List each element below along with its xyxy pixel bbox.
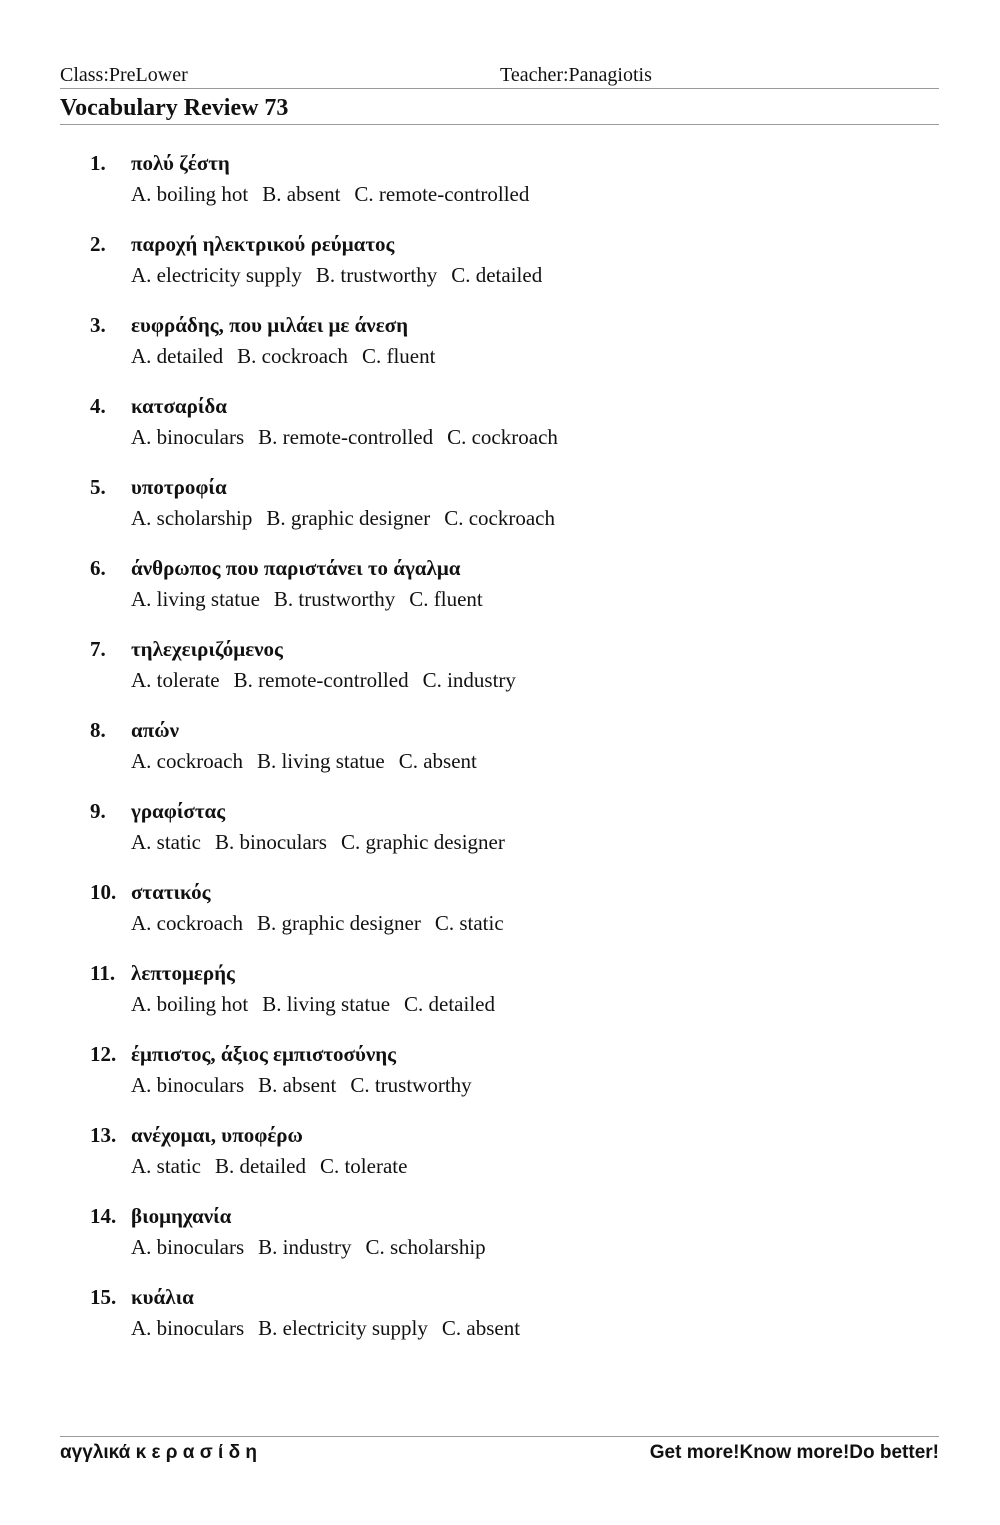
question-prompt: στατικός: [131, 880, 211, 904]
answer-option[interactable]: B. graphic designer: [256, 911, 421, 935]
answer-option[interactable]: A. static: [131, 830, 201, 854]
answer-option[interactable]: B. absent: [262, 182, 341, 206]
question-number: 12.: [90, 1042, 117, 1066]
answer-option[interactable]: B. detailed: [214, 1154, 306, 1178]
answer-option[interactable]: C. detailed: [404, 992, 495, 1016]
answer-option[interactable]: B. living statue: [262, 992, 391, 1016]
answer-option[interactable]: A. binoculars: [131, 425, 245, 449]
question-item: [90, 391, 930, 472]
question-prompt: τηλεχειριζόμενος: [131, 637, 283, 661]
answer-options: [131, 908, 518, 938]
answer-option[interactable]: A. binoculars: [131, 1316, 245, 1340]
question-prompt: υποτροφία: [131, 475, 227, 499]
answer-option[interactable]: C. detailed: [451, 263, 543, 287]
teacher-label: Teacher:Panagiotis: [500, 64, 652, 86]
answer-option[interactable]: C. graphic designer: [340, 830, 505, 854]
answer-option[interactable]: B. trustworthy: [273, 587, 396, 611]
question-item: [90, 1282, 930, 1363]
question-prompt: κυάλια: [131, 1285, 194, 1309]
answer-option[interactable]: B. electricity supply: [258, 1316, 428, 1340]
question-prompt: ευφράδης, που μιλάει με άνεση: [131, 313, 409, 337]
question-prompt: παροχή ηλεκτρικού ρεύματος: [131, 232, 395, 256]
answer-option[interactable]: C. absent: [441, 1316, 521, 1340]
answer-options: [131, 1070, 486, 1100]
answer-option[interactable]: C. remote-controlled: [354, 182, 530, 206]
question-item: [90, 553, 930, 634]
answer-option[interactable]: C. static: [434, 911, 504, 935]
answer-options: [131, 665, 530, 695]
answer-option[interactable]: A. static: [131, 1154, 201, 1178]
answer-option[interactable]: A. detailed: [131, 344, 224, 368]
header-row: [60, 62, 939, 89]
answer-option[interactable]: A. binoculars: [131, 1073, 245, 1097]
question-item: [90, 148, 930, 229]
question-prompt: λεπτομερής: [131, 961, 235, 985]
question-item: [90, 877, 930, 958]
answer-option[interactable]: B. remote-controlled: [258, 425, 434, 449]
question-prompt: βιομηχανία: [131, 1204, 232, 1228]
answer-option[interactable]: A. scholarship: [131, 506, 253, 530]
question-number: 3.: [90, 313, 106, 337]
answer-options: [131, 179, 543, 209]
title-row: [60, 93, 939, 125]
answer-option[interactable]: A. cockroach: [131, 911, 243, 935]
answer-option[interactable]: C. tolerate: [319, 1154, 408, 1178]
answer-option[interactable]: C. industry: [422, 668, 516, 692]
answer-option[interactable]: A. boiling hot: [131, 182, 249, 206]
question-item: [90, 715, 930, 796]
question-item: [90, 1201, 930, 1282]
question-item: [90, 1120, 930, 1201]
answer-option[interactable]: C. cockroach: [444, 506, 555, 530]
answer-option[interactable]: C. fluent: [361, 344, 436, 368]
question-number: 15.: [90, 1285, 117, 1309]
answer-option[interactable]: C. scholarship: [365, 1235, 486, 1259]
question-number: 4.: [90, 394, 106, 418]
page-title: Vocabulary Review 73: [60, 95, 289, 121]
question-item: [90, 634, 930, 715]
answer-option[interactable]: B. living statue: [256, 749, 385, 773]
question-item: [90, 1039, 930, 1120]
question-number: 8.: [90, 718, 106, 742]
answer-options: [131, 746, 491, 776]
answer-options: [131, 1232, 500, 1262]
answer-option[interactable]: A. living statue: [131, 587, 260, 611]
answer-option[interactable]: B. industry: [258, 1235, 352, 1259]
answer-options: [131, 1313, 534, 1343]
answer-option[interactable]: A. electricity supply: [131, 263, 302, 287]
answer-option[interactable]: A. tolerate: [131, 668, 220, 692]
footer-divider: [60, 1436, 939, 1437]
class-label: Class:PreLower: [60, 64, 188, 86]
answer-option[interactable]: C. cockroach: [447, 425, 558, 449]
answer-options: [131, 827, 519, 857]
question-prompt: ανέχομαι, υποφέρω: [131, 1123, 303, 1147]
answer-option[interactable]: A. cockroach: [131, 749, 243, 773]
answer-option[interactable]: B. trustworthy: [315, 263, 438, 287]
question-number: 14.: [90, 1204, 117, 1228]
answer-option[interactable]: B. cockroach: [237, 344, 348, 368]
question-prompt: γραφίστας: [131, 799, 226, 823]
answer-option[interactable]: B. graphic designer: [266, 506, 431, 530]
answer-option[interactable]: A. boiling hot: [131, 992, 249, 1016]
answer-option[interactable]: B. absent: [258, 1073, 337, 1097]
answer-option[interactable]: B. binoculars: [214, 830, 327, 854]
question-list: [90, 148, 930, 1363]
answer-option[interactable]: C. trustworthy: [350, 1073, 472, 1097]
question-prompt: άνθρωπος που παριστάνει το άγαλμα: [131, 556, 461, 580]
answer-option[interactable]: B. remote-controlled: [233, 668, 409, 692]
question-item: [90, 472, 930, 553]
answer-options: [131, 584, 497, 614]
answer-options: [131, 260, 556, 290]
question-item: [90, 229, 930, 310]
question-number: 9.: [90, 799, 106, 823]
question-prompt: κατσαρίδα: [131, 394, 227, 418]
footer-slogan: Get more!Know more!Do better!: [649, 1442, 939, 1463]
question-number: 10.: [90, 880, 117, 904]
question-number: 6.: [90, 556, 106, 580]
answer-options: [131, 422, 572, 452]
question-number: 11.: [90, 961, 116, 985]
footer-brand: αγγλικά κ ε ρ α σ ί δ η: [60, 1442, 257, 1463]
answer-option[interactable]: A. binoculars: [131, 1235, 245, 1259]
answer-options: [131, 989, 509, 1019]
answer-options: [131, 1151, 421, 1181]
question-item: [90, 310, 930, 391]
question-number: 13.: [90, 1123, 117, 1147]
question-item: [90, 796, 930, 877]
question-prompt: πολύ ζέστη: [131, 151, 230, 175]
question-prompt: έμπιστος, άξιος εμπιστοσύνης: [131, 1042, 397, 1066]
question-number: 2.: [90, 232, 106, 256]
answer-option[interactable]: C. fluent: [409, 587, 483, 611]
question-number: 5.: [90, 475, 106, 499]
answer-options: [131, 503, 569, 533]
question-prompt: απών: [131, 718, 179, 742]
question-item: [90, 958, 930, 1039]
answer-option[interactable]: C. absent: [398, 749, 477, 773]
answer-options: [131, 341, 449, 371]
question-number: 1.: [90, 151, 106, 175]
question-number: 7.: [90, 637, 106, 661]
